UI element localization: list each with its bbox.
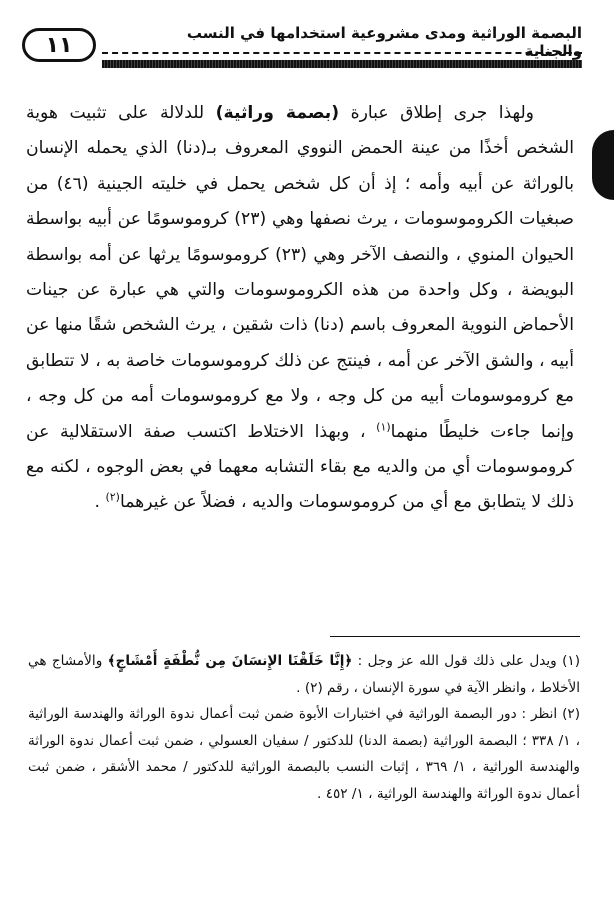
footnote-2 <box>28 701 580 807</box>
page-number-badge <box>22 28 96 62</box>
footnote-marker: (١) <box>562 653 580 669</box>
body-paragraph <box>26 96 574 521</box>
header-bar <box>102 60 582 68</box>
running-title: البصمة الوراثية ومدى مشروعية استخدامها في النسب والجناية <box>186 24 582 60</box>
quran-quote: ﴿إِنَّا خَلَقْنَا الإِنسَانَ مِن نُّطْفَةٍ أَمْشَاجٍ﴾ <box>107 653 353 669</box>
footnote-ref-2[interactable]: (٢) <box>105 490 120 504</box>
footnote-lead: ويدل على ذلك قول الله عز وجل : <box>352 653 557 669</box>
header-dashed-rule <box>102 52 582 54</box>
footnote-tail: والأمشاج هي الأخلاط ، وانظر الآية في سورة الإنسان ، رقم (٢) . <box>28 653 580 696</box>
page-edge-tab <box>592 130 614 200</box>
highlighted-term: (بصمة وراثية) <box>215 103 340 123</box>
footnote-ref-1[interactable]: (١) <box>376 419 391 433</box>
page-header <box>22 20 582 76</box>
body-end: . <box>94 492 106 513</box>
footnote-marker: (٢) <box>562 706 580 723</box>
footnote-text: دور البصمة الوراثية في اختبارات الأبوة ضمن ثبت أعمال ندوة الوراثة والهندسة الوراثية ، ١/ ٣٣٨ ؛ البصمة الوراثية (بصمة الدنا) للدكتور / سفيان العسولي ، ضمن ثبت أعمال ندوة الوراثة والهندسة الوراثية ، ١/ ٣٦٩ ، إثبات النسب بالبصمة الوراثية للدكتور / محمد الأشقر ، ضمن ثبت أعمال ندوة الوراثة والهندسة الوراثية ، ١/ ٤٥٢ . <box>28 706 580 802</box>
body-text <box>26 96 574 521</box>
footnote-separator <box>330 636 580 637</box>
footnote-lead: انظر : <box>516 706 558 723</box>
body-text-part2: ، وبهذا الاختلاط اكتسب صفة الاستقلالية عن كروموسومات أي من والديه مع بقاء التشابه معهما في بعض الوجوه ، لكنه مع ذلك لا يتطابق مع أي من كروموسومات والديه ، فضلاً عن غيرهما <box>26 421 574 513</box>
footnote-1 <box>28 648 580 701</box>
body-text-part1: للدلالة على تثبيت هوية الشخص أخذًا من عينة الحمض النووي المعروف بـ(دنا) الذي يحمله الإنسان بالوراثة عن أبيه وأمه ؛ إذ أن كل شخص يحمل في خليته الجينية (٤٦) من صبغيات الكروموسومات ، يرث نصفها وهي (٢٣) كروموسومًا عن أبيه بواسطة الحيوان المنوي ، والنصف الآخر وهي (٢٣) كروموسومًا يرثها عن أمه بواسطة البويضة ، وكل واحدة من هذه الكروموسومات والتي هي عبارة عن جينات الأحماض النووية المعروف باسم (دنا) ذات شقين ، يرث الشخص شقًا منها عن أبيه ، والشق الآخر عن أمه ، فينتج عن ذلك كروموسومات خاصة به ، لا تتطابق مع كروموسومات أبيه من كل وجه ، ولا مع كروموسومات أمه من كل وجه ، وإنما جاءت خليطًا منهما <box>26 103 574 442</box>
body-intro: ولهذا جرى إطلاق عبارة <box>339 103 534 123</box>
page-number: ١١ <box>45 32 73 58</box>
footnotes <box>28 648 580 808</box>
